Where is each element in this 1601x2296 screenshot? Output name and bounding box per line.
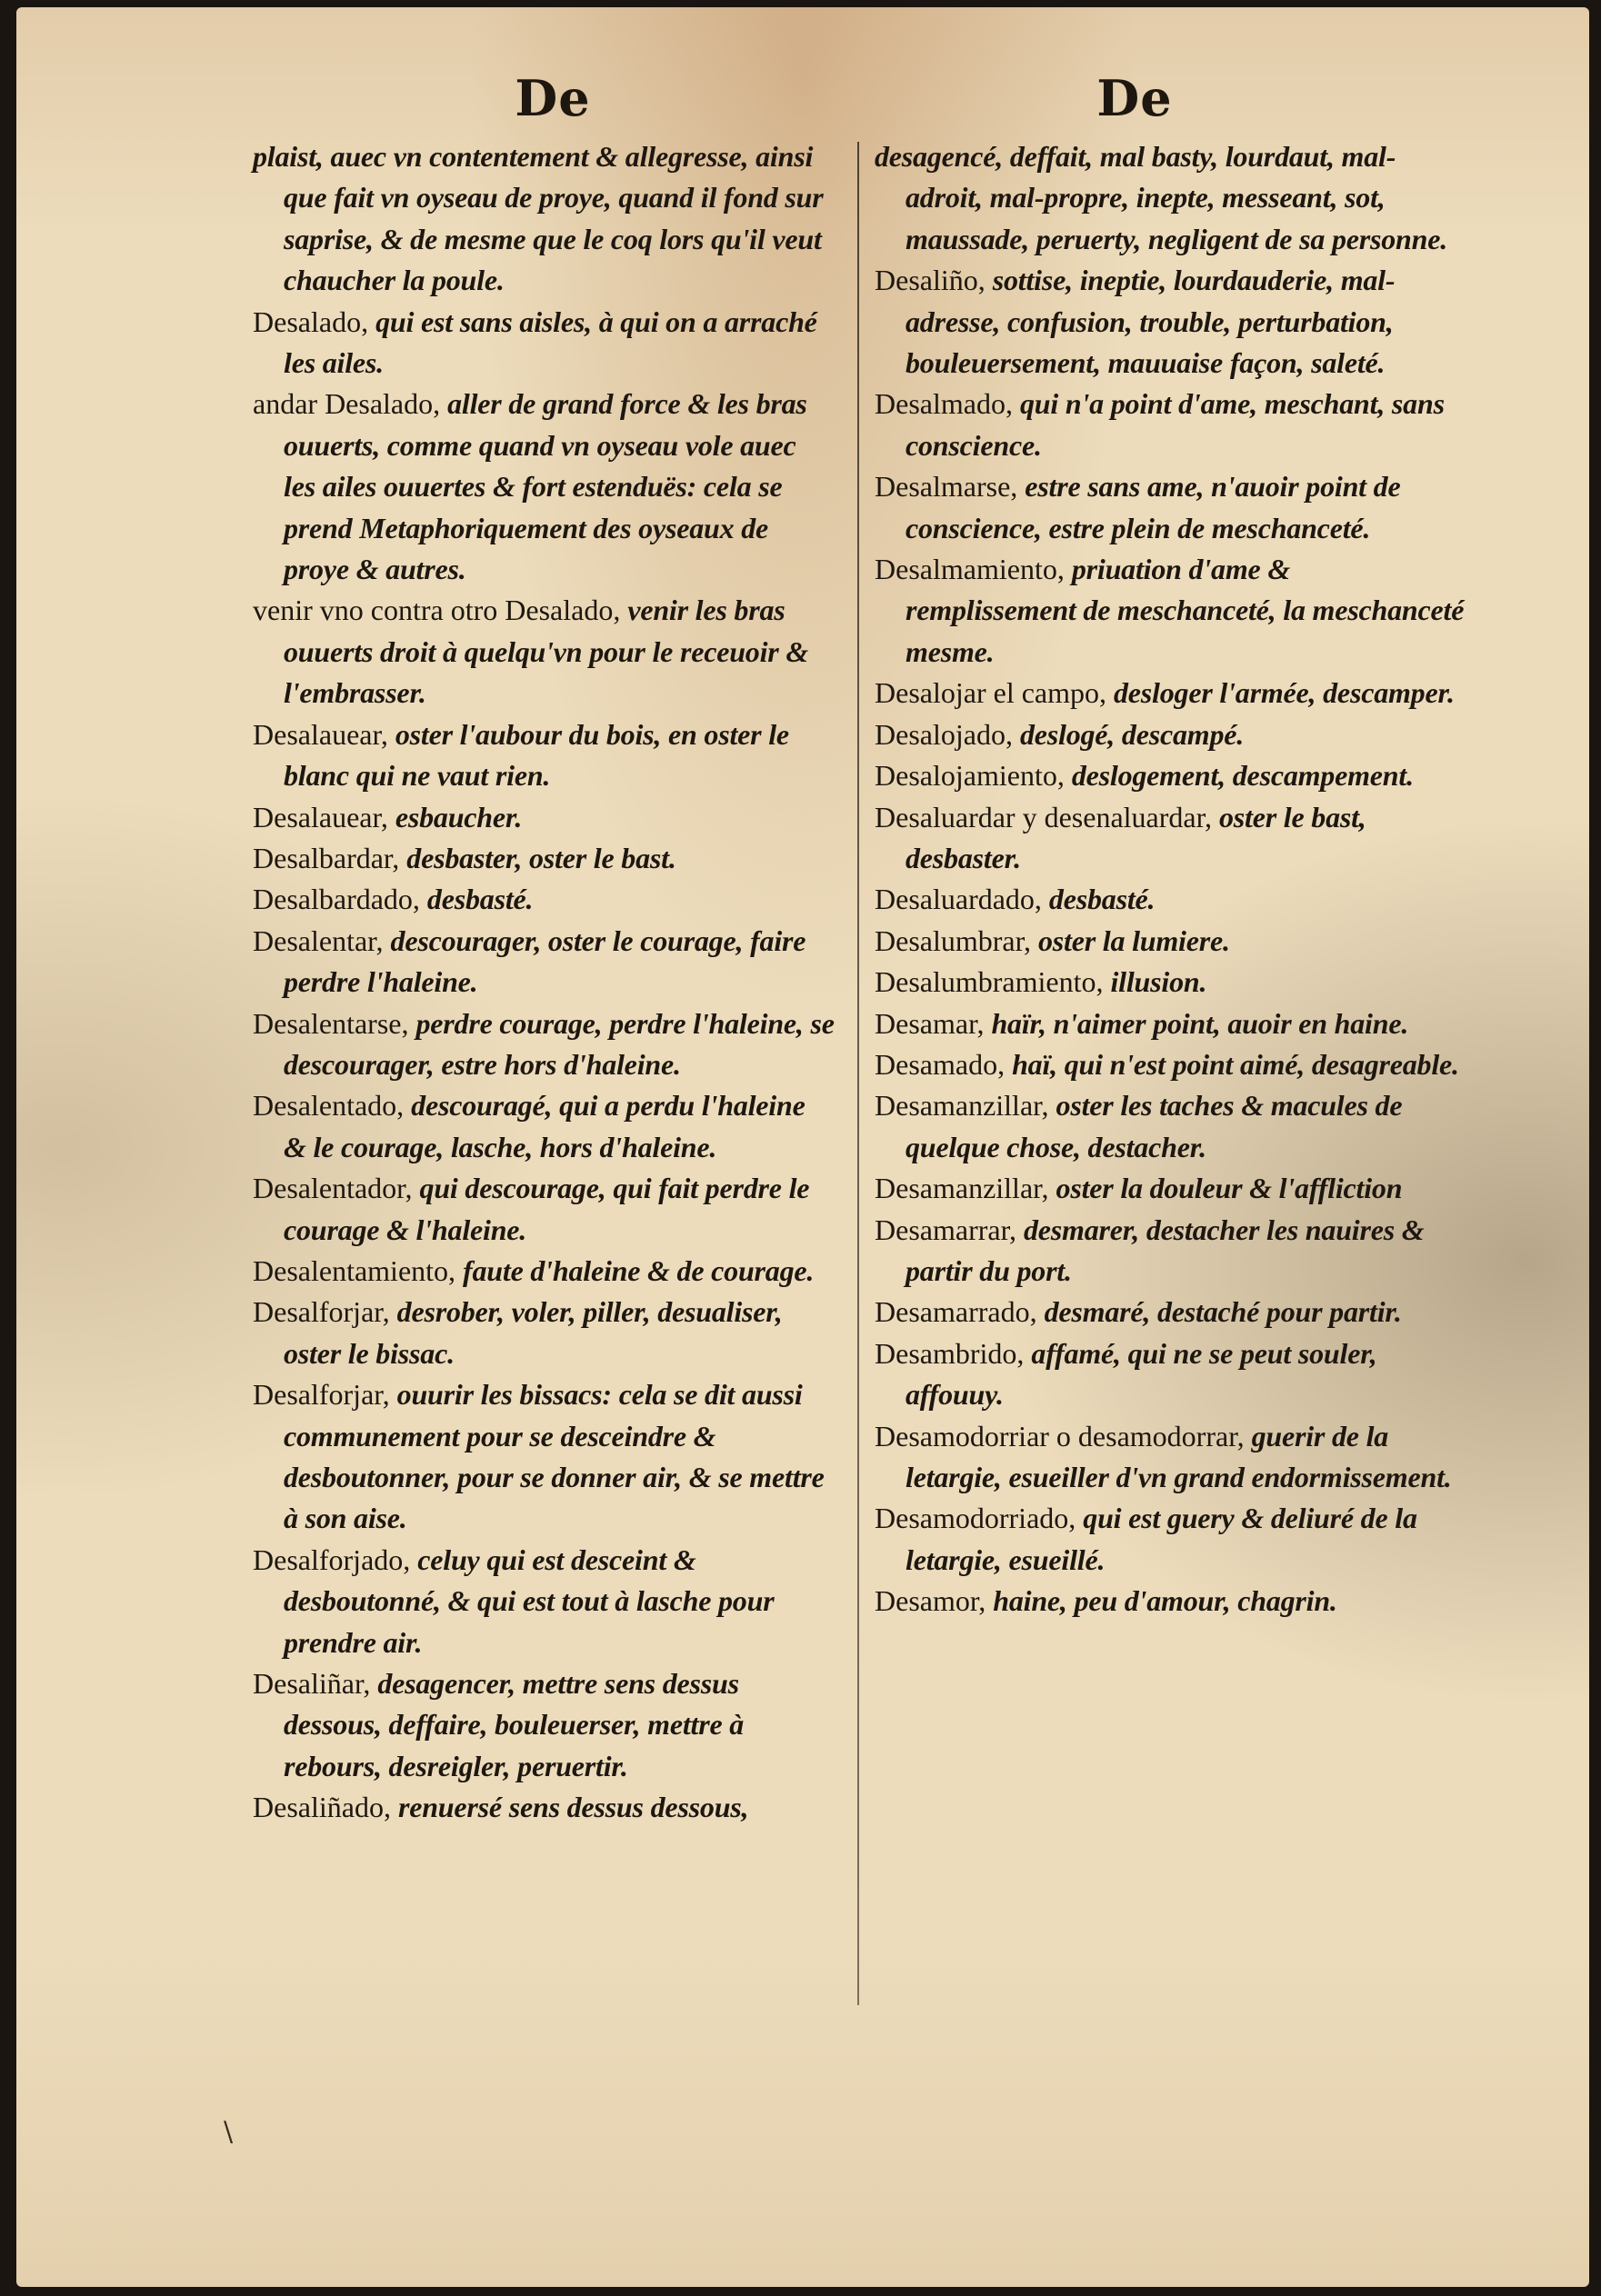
column-divider <box>857 142 859 2005</box>
entry-definition: oster les taches & macules de quelque chose, destacher. <box>906 1089 1403 1163</box>
entry-definition: faute d'haleine & de courage. <box>463 1253 815 1287</box>
entry-headword: Desalentar, <box>253 923 391 957</box>
entry-headword: Desalbardado, <box>253 883 427 916</box>
entry-headword: Desamarrar, <box>875 1213 1024 1246</box>
entry-headword: Desamodorriar o desamodorrar, <box>875 1419 1252 1452</box>
entry-headword: venir vno contra otro Desalado, <box>253 594 628 627</box>
entry-headword: Desalauear, <box>253 800 395 834</box>
dictionary-entry <box>875 879 1466 920</box>
dictionary-entry <box>253 1168 835 1251</box>
entry-definition: oster la lumiere. <box>1037 923 1230 957</box>
entry-definition: guerir de la letargie, esueiller d'vn grand endormissement. <box>906 1419 1452 1493</box>
dictionary-entry <box>253 302 835 384</box>
dictionary-entry <box>253 590 835 714</box>
dictionary-entry <box>875 466 1466 549</box>
dictionary-entry <box>253 136 835 302</box>
entry-headword: Desalado, <box>253 304 376 338</box>
dictionary-entry <box>875 1085 1466 1168</box>
entry-definition: estre sans ame, n'auoir point de conscience, estre plein de meschanceté. <box>906 470 1401 544</box>
dictionary-entry <box>875 549 1466 673</box>
entry-headword: Desalentador, <box>253 1172 420 1205</box>
entry-definition: desagencé, deffait, mal basty, lourdaut, mal-adroit, mal-propre, inepte, messeant, sot, maussade, peruerty, negligent de sa personne. <box>875 140 1448 255</box>
book-page <box>16 7 1589 2287</box>
entry-headword: Desambrido, <box>875 1336 1032 1370</box>
entry-headword: Desalmarse, <box>875 470 1026 504</box>
entry-headword: Desamado, <box>875 1047 1013 1081</box>
running-header-right: De <box>1096 69 1173 127</box>
entry-headword: Desalumbramiento, <box>875 965 1111 999</box>
dictionary-entry <box>875 260 1466 384</box>
entry-headword: Desalentamiento, <box>253 1253 464 1287</box>
dictionary-entry <box>875 714 1466 755</box>
entry-definition: qui n'a point d'ame, meschant, sans conscience. <box>906 387 1445 462</box>
dictionary-entry <box>875 921 1466 962</box>
entry-definition: celuy qui est desceint & desboutonné, & qui est tout à lasche pour prendre air. <box>284 1542 775 1659</box>
entry-headword: Desalmado, <box>875 387 1020 421</box>
dictionary-entry <box>875 673 1466 714</box>
entry-definition: plaist, auec vn contentement & allegresse, ainsi que fait vn oyseau de proye, quand il fond sur saprise, & de mesme que le coq lors qu'il veut chaucher la poule. <box>253 140 824 297</box>
entry-definition: desmaré, destaché pour partir. <box>1044 1295 1402 1329</box>
dictionary-entry <box>875 1416 1466 1499</box>
entry-headword: Desalojamiento, <box>875 759 1072 793</box>
entry-headword: Desalbardar, <box>253 841 407 874</box>
entry-definition: desbasté. <box>1048 883 1156 916</box>
dictionary-entry <box>253 1003 835 1086</box>
dictionary-entry <box>875 1168 1466 1209</box>
entry-definition: desbasté. <box>426 883 534 916</box>
dictionary-entry <box>253 1292 835 1374</box>
margin-mark: \ <box>224 2116 234 2148</box>
entry-headword: Desalforjado, <box>253 1542 418 1576</box>
dictionary-entry <box>875 1498 1466 1581</box>
entry-definition: qui descourage, qui fait perdre le courage & l'haleine. <box>284 1172 810 1246</box>
entry-headword: Desaluardar y desenaluardar, <box>875 800 1219 834</box>
dictionary-entry <box>253 1787 835 1828</box>
dictionary-entry <box>875 384 1466 466</box>
entry-definition: oster l'aubour du bois, en oster le blanc qui ne vaut rien. <box>284 717 789 793</box>
entry-headword: Desamor, <box>875 1584 994 1618</box>
entry-definition: qui est guery & deliuré de la letargie, esueillé. <box>906 1502 1417 1576</box>
dictionary-entry <box>875 136 1466 260</box>
entry-headword: Desalumbrar, <box>875 923 1038 957</box>
entry-definition: perdre courage, perdre l'haleine, se descourager, estre hors d'haleine. <box>284 1006 835 1081</box>
entry-headword: Desalojado, <box>875 717 1020 751</box>
entry-headword: Desamanzillar, <box>875 1089 1056 1123</box>
dictionary-entry <box>875 1333 1466 1416</box>
dictionary-entry <box>253 1374 835 1540</box>
entry-headword: Desalentarse, <box>253 1006 416 1040</box>
entry-definition: haï, qui n'est point aimé, desagreable. <box>1012 1047 1459 1081</box>
dictionary-entry <box>253 879 835 920</box>
entry-headword: Desalforjar, <box>253 1295 397 1329</box>
dictionary-entry <box>253 1085 835 1168</box>
entry-headword: Desaluardado, <box>875 883 1049 916</box>
dictionary-entry <box>875 1044 1466 1085</box>
entry-headword: Desaliñar, <box>253 1667 378 1701</box>
entry-definition: venir les bras ouuerts droit à quelqu'vn pour le receuoir & l'embrasser. <box>284 594 809 710</box>
entry-definition: esbaucher. <box>395 800 523 834</box>
entry-definition: deslogement, descampement. <box>1071 759 1414 793</box>
entry-definition: oster le bast, desbaster. <box>906 800 1366 874</box>
dictionary-entry <box>253 1540 835 1663</box>
left-column <box>253 136 835 1829</box>
dictionary-entry <box>875 1003 1466 1044</box>
entry-headword: Desamanzillar, <box>875 1172 1056 1205</box>
dictionary-entry <box>253 921 835 1003</box>
entry-definition: sottise, ineptie, lourdauderie, mal-adresse, confusion, trouble, perturbation, bouleuersement, mauuaise façon, saleté. <box>906 264 1396 380</box>
entry-definition: desmarer, destacher les nauires & partir du port. <box>906 1213 1425 1287</box>
dictionary-entry <box>253 714 835 797</box>
entry-definition: renuersé sens dessus dessous, <box>397 1791 749 1824</box>
entry-definition: deslogé, descampé. <box>1019 717 1245 751</box>
entry-definition: desloger l'armée, descamper. <box>1114 676 1455 710</box>
entry-headword: Desamarrado, <box>875 1295 1045 1329</box>
dictionary-entry <box>253 1251 835 1292</box>
entry-headword: andar Desalado, <box>253 387 448 421</box>
entry-definition: affamé, qui ne se peut souler, affouuy. <box>906 1336 1377 1412</box>
dictionary-entry <box>253 797 835 838</box>
entry-definition: priuation d'ame & remplissement de meschanceté, la meschanceté mesme. <box>906 553 1465 668</box>
entry-headword: Desaliñado, <box>253 1791 398 1824</box>
dictionary-entry <box>875 755 1466 796</box>
entry-definition: desrober, voler, piller, desualiser, oster le bissac. <box>284 1295 783 1370</box>
entry-definition: haïr, n'aimer point, auoir en haine. <box>991 1006 1409 1040</box>
entry-definition: ouurir les bissacs: cela se dit aussi communement pour se desceindre & desboutonner, pour se donner air, & se mettre à son aise. <box>284 1378 825 1535</box>
entry-headword: Desamar, <box>875 1006 992 1040</box>
entry-headword: Desalmamiento, <box>875 553 1072 586</box>
entry-headword: Desamodorriado, <box>875 1502 1084 1535</box>
entry-definition: qui est sans aisles, à qui on a arraché les ailes. <box>284 304 817 380</box>
entry-definition: desagencer, mettre sens dessus dessous, deffaire, bouleuerser, mettre à rebours, desreigler, peruertir. <box>284 1667 745 1782</box>
entry-definition: aller de grand force & les bras ouuerts, comme quand vn oyseau vole auec les ailes ouuertes & fort estenduës: cela se prend Metaphoriquement des oyseaux de proye & autres. <box>284 387 807 586</box>
entry-headword: Desaliño, <box>875 264 993 297</box>
entry-headword: Desalforjar, <box>253 1378 397 1412</box>
dictionary-entry <box>253 1663 835 1787</box>
entry-headword: Desalentado, <box>253 1089 412 1123</box>
entry-definition: desbaster, oster le bast. <box>406 841 676 874</box>
right-column <box>875 136 1466 1622</box>
entry-headword: Desalauear, <box>253 717 395 751</box>
entry-definition: oster la douleur & l'affliction <box>1056 1172 1403 1205</box>
dictionary-entry <box>875 962 1466 1003</box>
entry-definition: descouragé, qui a perdu l'haleine & le courage, lasche, hors d'haleine. <box>284 1089 806 1163</box>
entry-definition: haine, peu d'amour, chagrin. <box>993 1584 1337 1618</box>
dictionary-entry <box>253 838 835 879</box>
entry-definition: descourager, oster le courage, faire perdre l'haleine. <box>284 923 806 999</box>
dictionary-entry <box>875 1581 1466 1622</box>
dictionary-entry <box>253 384 835 590</box>
dictionary-entry <box>875 797 1466 880</box>
entry-definition: illusion. <box>1110 965 1207 999</box>
dictionary-entry <box>875 1292 1466 1333</box>
entry-headword: Desalojar el campo, <box>875 676 1114 710</box>
dictionary-entry <box>875 1210 1466 1293</box>
running-header-left: De <box>515 69 591 127</box>
